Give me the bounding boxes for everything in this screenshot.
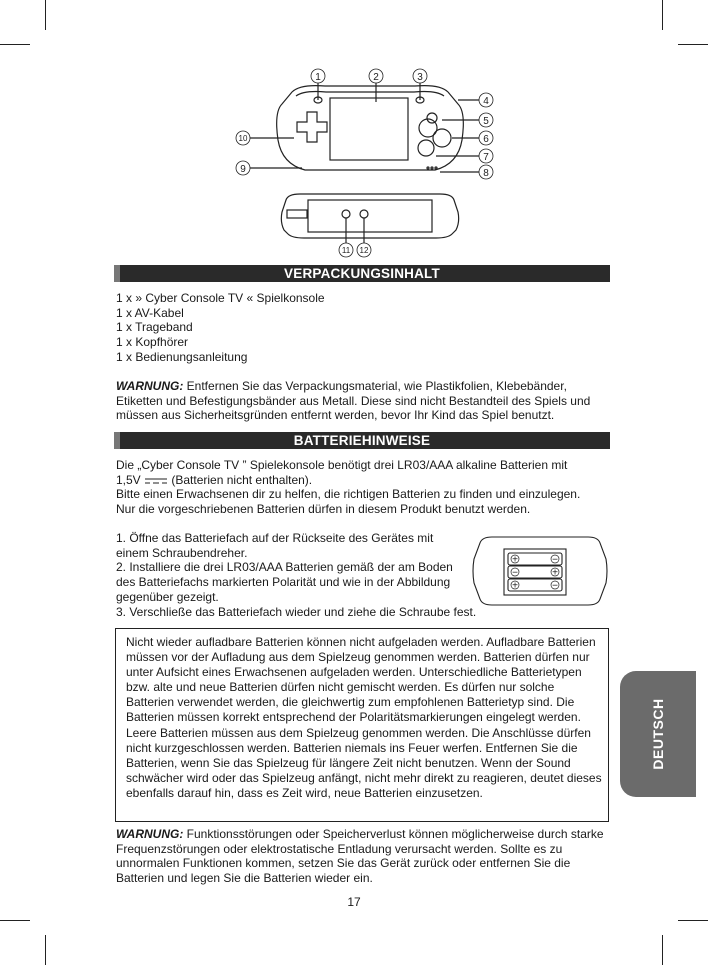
- list-item: 1 x Trageband: [116, 320, 193, 335]
- svg-text:4: 4: [483, 96, 489, 107]
- crop-mark: [0, 44, 30, 45]
- voltage: 1,5V: [116, 472, 141, 487]
- label-7: [479, 149, 493, 163]
- list-item: 1 x Bedienungsanleitung: [116, 349, 248, 364]
- svg-text:−: −: [552, 580, 558, 592]
- label-4: [479, 93, 493, 107]
- warning-text: Entfernen Sie das Verpackungsmaterial, wie Plastikfolien, Klebebänder, Etiketten und Befestigungsbänder aus Metall. Diese sind nicht Bestandteil des Spiels und müssen aus Sicherheitsgründen entfernt werden, bevor Ihr Kind das Spiel benutzt.: [116, 379, 591, 423]
- label-1: [311, 69, 325, 83]
- malfunction-warning: [116, 827, 610, 886]
- step-1: 1. Öffne das Batteriefach auf der Rückseite des Gerätes mit einem Schraubendreher.: [116, 531, 434, 560]
- svg-text:+: +: [552, 567, 558, 579]
- dc-symbol-icon: [144, 476, 168, 486]
- svg-text:12: 12: [359, 246, 369, 255]
- packaging-warning: [116, 379, 610, 423]
- svg-text:7: 7: [483, 152, 489, 163]
- svg-text:2: 2: [373, 72, 379, 83]
- crop-mark: [662, 935, 663, 965]
- svg-text:1: 1: [315, 72, 321, 83]
- svg-text:3: 3: [417, 72, 423, 83]
- section-header-batteries: [114, 432, 610, 449]
- svg-text:8: 8: [483, 168, 489, 179]
- warning-text: Funktionsstörungen oder Speicherverlust können möglicherweise durch starke Frequenzstörungen oder elektrostatische Entladung verursacht werden. Sollte es zu unnormalen Funktionen kommen, setzen Sie das Gerät zurück oder entfernen Sie die Batterien und legen Sie die Batterien wieder ein.: [116, 827, 604, 886]
- intro-line: (Batterien nicht enthalten).: [171, 472, 313, 487]
- label-11: [339, 243, 353, 257]
- section-header-contents: [114, 265, 610, 282]
- battery-compartment-diagram: [470, 535, 610, 607]
- list-item: 1 x AV-Kabel: [116, 305, 184, 320]
- intro-line: Bitte einen Erwachsenen dir zu helfen, die richtigen Batterien zu finden und einzulegen.: [116, 487, 581, 502]
- svg-text:6: 6: [483, 134, 489, 145]
- crop-mark: [45, 0, 46, 30]
- svg-text:11: 11: [341, 246, 351, 255]
- svg-text:5: 5: [483, 116, 489, 127]
- battery-notice-box: [115, 628, 609, 822]
- svg-text:+: +: [512, 554, 518, 566]
- crop-mark: [45, 935, 46, 965]
- label-2: [369, 69, 383, 83]
- crop-mark: [678, 44, 708, 45]
- svg-text:9: 9: [240, 164, 246, 175]
- list-item: 1 x » Cyber Console TV « Spielkonsole: [116, 291, 325, 305]
- crop-mark: [678, 920, 708, 921]
- language-tab-label: DEUTSCH: [650, 698, 666, 770]
- language-tab: [620, 671, 696, 797]
- intro-line: Die „Cyber Console TV ” Spielekonsole benötigt drei LR03/AAA alkaline Batterien mit: [116, 458, 568, 472]
- step-2: 2. Installiere die drei LR03/AAA Batterien gemäß der am Boden des Batteriefachs markierten Polarität und wie in der Abbildung gegenüber gezeigt.: [116, 560, 453, 604]
- crop-mark: [662, 0, 663, 30]
- step-3: 3. Verschließe das Batteriefach wieder und ziehe die Schraube fest.: [116, 604, 477, 619]
- console-diagram: [230, 62, 510, 262]
- label-9: [236, 161, 250, 175]
- label-6: [479, 131, 493, 145]
- label-8: [479, 165, 493, 179]
- section-title: BATTERIEHINWEISE: [293, 433, 431, 448]
- page-number: 17: [347, 895, 361, 909]
- battery-intro: [116, 458, 610, 517]
- svg-text:10: 10: [238, 134, 248, 143]
- contents-list: [116, 291, 596, 365]
- crop-mark: [0, 920, 30, 921]
- svg-text:−: −: [552, 554, 558, 566]
- list-item: 1 x Kopfhörer: [116, 335, 189, 350]
- svg-text:+: +: [512, 580, 518, 592]
- label-5: [479, 113, 493, 127]
- section-title: VERPACKUNGSINHALT: [284, 266, 440, 281]
- battery-notice-text: Nicht wieder aufladbare Batterien können nicht aufgeladen werden. Aufladbare Batterien müssen vor der Aufladung aus dem Spielzeug genommen werden. Batterien dürfen nur unter Aufsicht eines Erwachsenen aufgeladen werden. Unterschiedliche Batterietypen bzw. alte und neue Batterien dürfen nicht gemischt werden. Es dürfen nur solche Batterien verwendet werden, die gleichwertig zum empfohlenen Batterietyp sind. Die Batterien müssen korrekt entsprechend der Polaritätsmarkierungen eingelegt werden. Leere Batterien müssen aus dem Spielzeug genommen werden. Die Anschlüsse dürfen nicht kurzgeschlossen werden. Batterien niemals ins Feuer werfen. Entfernen Sie die Batterien, wenn Sie das Spielzeug für längere Zeit nicht benutzen. Wenn der Sound schwächer wird oder das Spielzeug anfängt, nicht mehr direkt zu reagieren, deutet dieses ebenfalls darauf hin, dass es Zeit wird, neue Batterien einzusetzen.: [126, 635, 602, 800]
- label-12: [357, 243, 371, 257]
- intro-line: Nur die vorgeschriebenen Batterien dürfen in diesem Produkt benutzt werden.: [116, 502, 531, 517]
- label-10: [236, 131, 250, 145]
- svg-text:−: −: [512, 567, 518, 579]
- warning-label: WARNUNG:: [116, 379, 184, 393]
- warning-label: WARNUNG:: [116, 827, 184, 841]
- label-3: [413, 69, 427, 83]
